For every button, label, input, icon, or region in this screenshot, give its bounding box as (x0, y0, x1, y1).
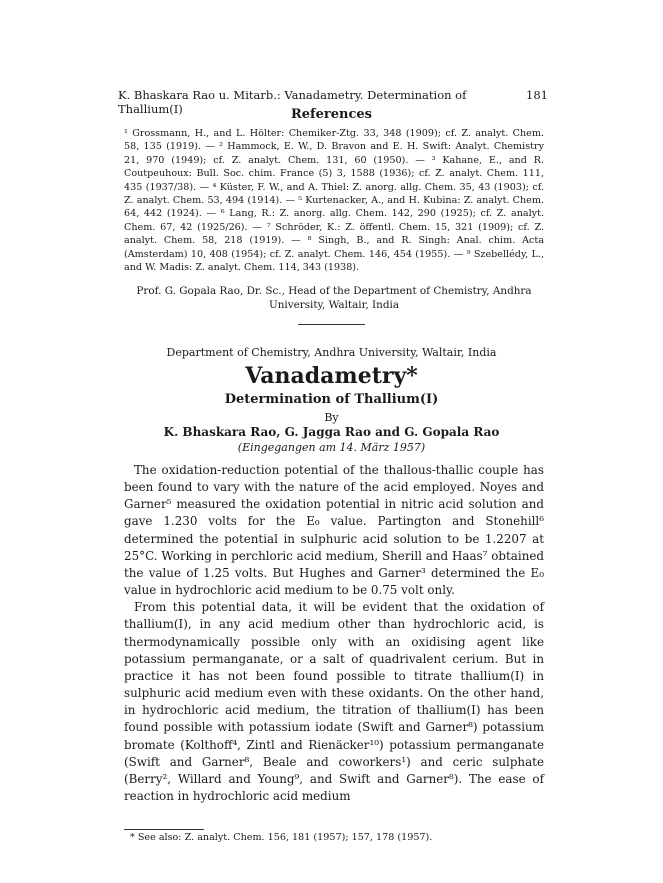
article-body (124, 462, 544, 805)
running-head-text: K. Bhaskara Rao u. Mitarb.: Vanadametry. Determination of Thallium(I) (118, 88, 467, 116)
references-text: ¹ Grossmann, H., and L. Hölter: Chemiker-Ztg. 33, 348 (1909); cf. Z. analyt. Chem. 58, 135 (1919). — ² Hammock, E. W., D. Bravon and E. H. Swift: Analyt. Chemistry 21, 970 (1949); cf. Z. analyt. Chem. 131, 60 (1950). — ³ Kahane, E., and R. Coutpeuhoux: Bull. Soc. chim. France (5) 3, 1588 (1936); cf. Z. analyt. Chem. 111, 435 (1937/38). — ⁴ Küster, F. W., and A. Thiel: Z. anorg. allg. Chem. 35, 43 (1903); cf. Z. analyt. Chem. 53, 494 (1914). — ⁵ Kurtenacker, A., and H. Kubina: Z. analyt. Chem. 64, 442 (1924). — ⁶ Lang, R.: Z. anorg. allg. Chem. 142, 290 (1925); cf. Z. analyt. Chem. 67, 42 (1925/26). — ⁷ Schröder, K.: Z. öffentl. Chem. 15, 321 (1909); cf. Z. analyt. Chem. 58, 218 (1919). — ⁸ Singh, B., and R. Singh: Anal. chim. Acta (Amsterdam) 10, 408 (1954); cf. Z. analyt. Chem. 146, 454 (1955). — ⁹ Szebellédy, L., and W. Madis: Z. analyt. Chem. 114, 343 (1938). (124, 128, 544, 274)
body-paragraph: From this potential data, it will be evident that the oxidation of thallium(I), in any acid medium other than hydrochloric acid, is thermodynamically possible only with an oxidising agent like potassium permanganate, or a salt of quadrivalent cerium. But in practice it has not been found possible to titrate thallium(I) in sulphuric acid medium even with these oxidants. On the other hand, in hydrochloric acid medium, the titration of thallium(I) has been found possible with potassium iodate (Swift and Garner⁸) potassium bromate (Kolthoff⁴, Zintl and Rienäcker¹⁰) potassium permanganate (Swift and Garner⁸, Beale and coworkers¹) and ceric sulphate (Berry², Willard and Young⁹, and Swift and Garner⁸). The ease of reaction in hydrochloric acid medium (124, 600, 544, 803)
page-number: 181 (526, 88, 548, 102)
references-list (124, 127, 544, 274)
article-title: Vanadametry* (245, 363, 418, 389)
author-names: K. Bhaskara Rao, G. Jagga Rao and G. Gopala Rao (163, 425, 500, 439)
footnote-divider (124, 829, 204, 830)
references-heading: References (290, 107, 372, 122)
body-paragraph: The oxidation-reduction potential of the thallous-thallic couple has been found to vary with the nature of the acid employed. Noyes and Garner⁵ measured the oxidation potential in nitric acid solution and gave 1.230 volts for the E₀ value. Partington and Stonehill⁶ determined the potential in sulphuric acid solution to be 1.2207 at 25°C. Working in perchloric acid medium, Sherill and Haas⁷ obtained the value of 1.25 volts. But Hughes and Garner³ determined the E₀ value in hydrochloric acid medium to be 0.75 volt only. (124, 463, 544, 598)
received-date: (Eingegangen am 14. März 1957) (237, 441, 426, 454)
by-line: By (324, 411, 339, 424)
author-address-note: Prof. G. Gopala Rao, Dr. Sc., Head of the Department of Chemistry, Andhra University, Waltair, India (136, 285, 532, 311)
department-line: Department of Chemistry, Andhra University, Waltair, India (166, 346, 497, 359)
article-subtitle: Determination of Thallium(I) (224, 392, 439, 407)
footnote: * See also: Z. analyt. Chem. 156, 181 (1957); 157, 178 (1957). (130, 832, 433, 843)
section-divider (298, 324, 365, 325)
